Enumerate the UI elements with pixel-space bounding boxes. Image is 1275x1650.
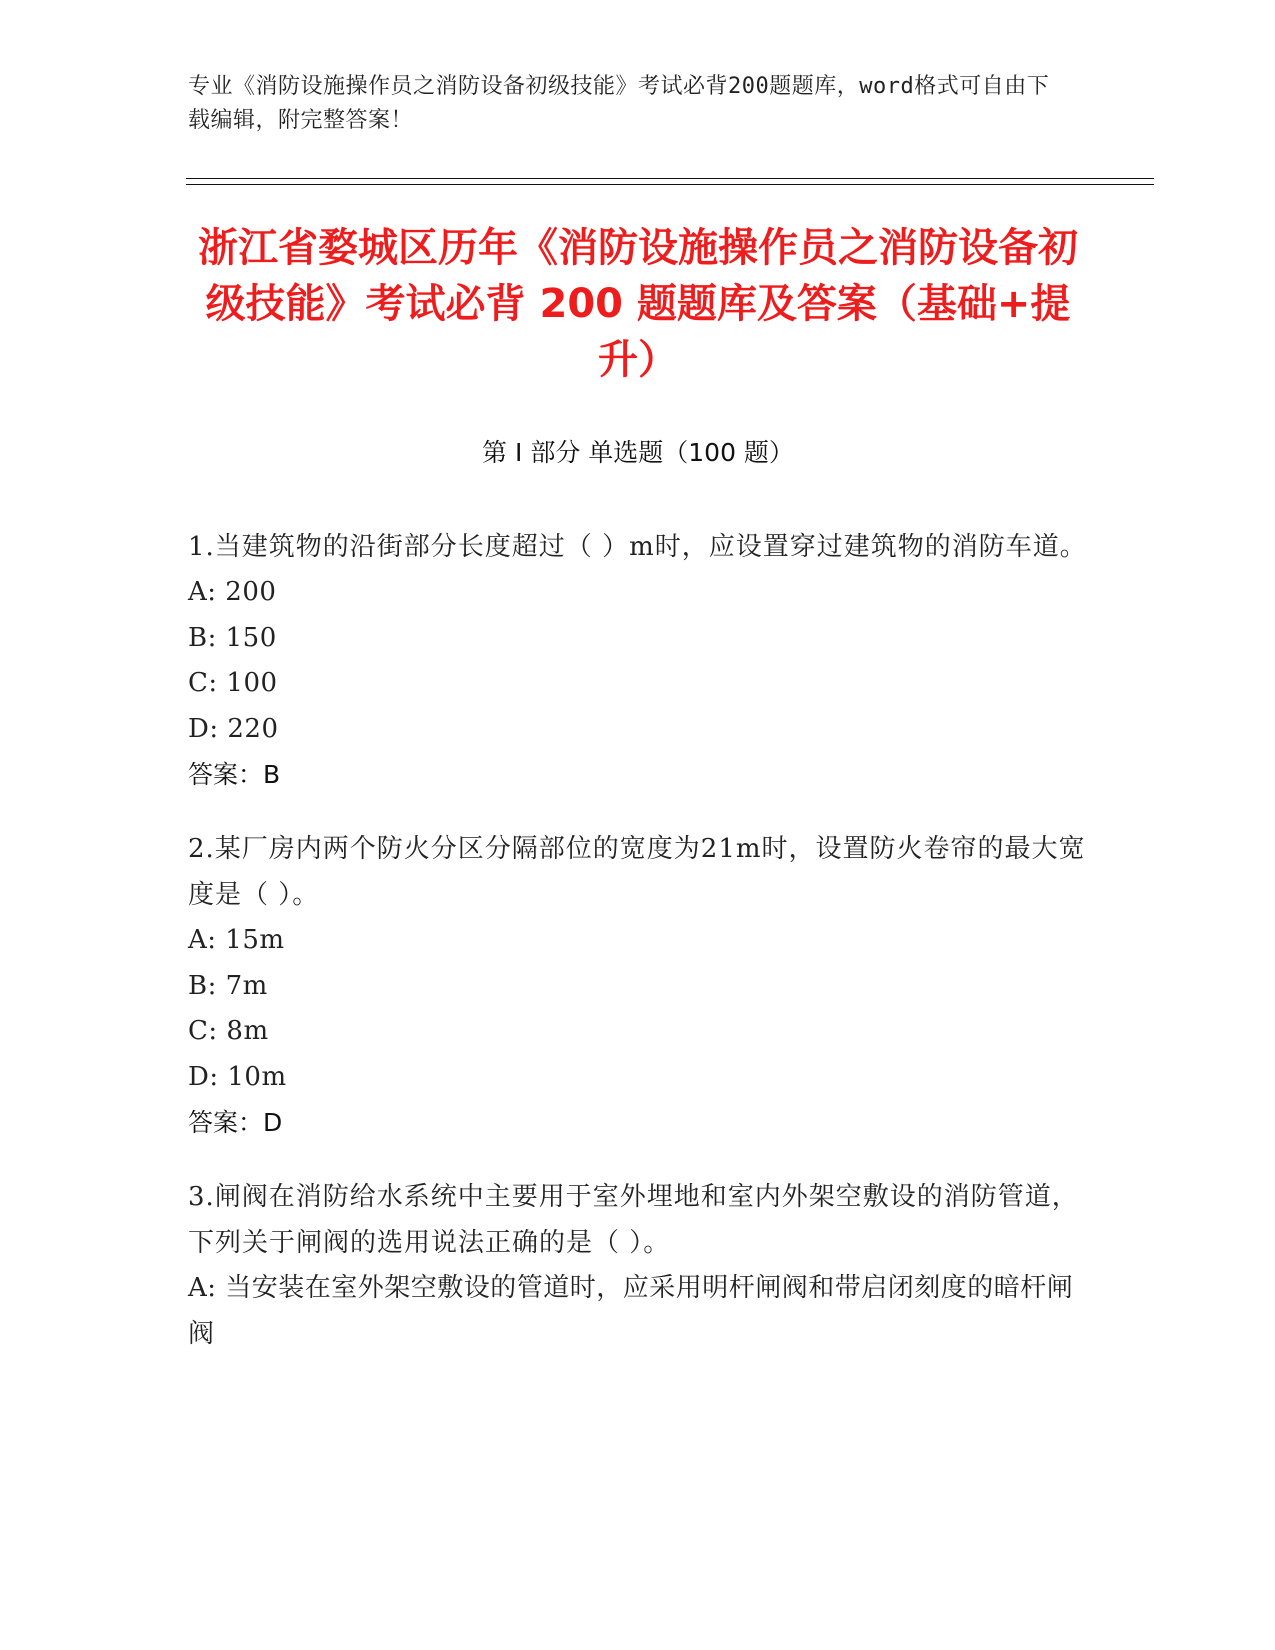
header-divider-top: [186, 178, 1154, 179]
option-a: A: 15m: [188, 925, 285, 955]
question-2: [188, 826, 1088, 1146]
question-list: [188, 524, 1088, 1385]
option-d: D: 220: [188, 713, 279, 744]
question-stem: 1.当建筑物的沿街部分长度超过（ ）m时，应设置穿过建筑物的消防车道。: [188, 532, 1087, 562]
option-a: A: 当安装在室外架空敷设的管道时，应采用明杆闸阀和带启闭刻度的暗杆闸阀: [188, 1273, 1074, 1349]
option-b: B: 7m: [188, 970, 268, 1001]
answer-line: [188, 752, 1088, 798]
option-d: D: 10m: [188, 1061, 287, 1092]
header-divider-bottom: [186, 184, 1154, 185]
question-3: [188, 1174, 1088, 1357]
option-c: C: 100: [188, 668, 278, 698]
option-a: A: 200: [188, 577, 277, 607]
option-b: B: 150: [188, 622, 277, 653]
answer-line: [188, 1100, 1088, 1146]
question-stem: 2.某厂房内两个防火分区分隔部位的宽度为21m时，设置防火卷帘的最大宽度是（ ）。: [188, 834, 1086, 910]
header-note: 专业《消防设施操作员之消防设备初级技能》考试必背200题题库，word格式可自由下载编辑，附完整答案！: [188, 74, 1050, 133]
answer-label: 答案：: [188, 760, 264, 789]
option-c: C: 8m: [188, 1016, 269, 1046]
document-title: 浙江省婺城区历年《消防设施操作员之消防设备初级技能》考试必背 200 题题库及答案（基础+提升）: [198, 225, 1078, 383]
answer-label: 答案：: [188, 1108, 264, 1137]
question-stem: 3.闸阀在消防给水系统中主要用于室外埋地和室内外架空敷设的消防管道，下列关于闸阀的选用说法正确的是（ ）。: [188, 1182, 1079, 1258]
answer-value: B: [263, 760, 281, 789]
section-title: 第 I 部分 单选题（100 题）: [482, 438, 794, 467]
answer-value: D: [263, 1108, 283, 1137]
question-1: [188, 524, 1088, 798]
